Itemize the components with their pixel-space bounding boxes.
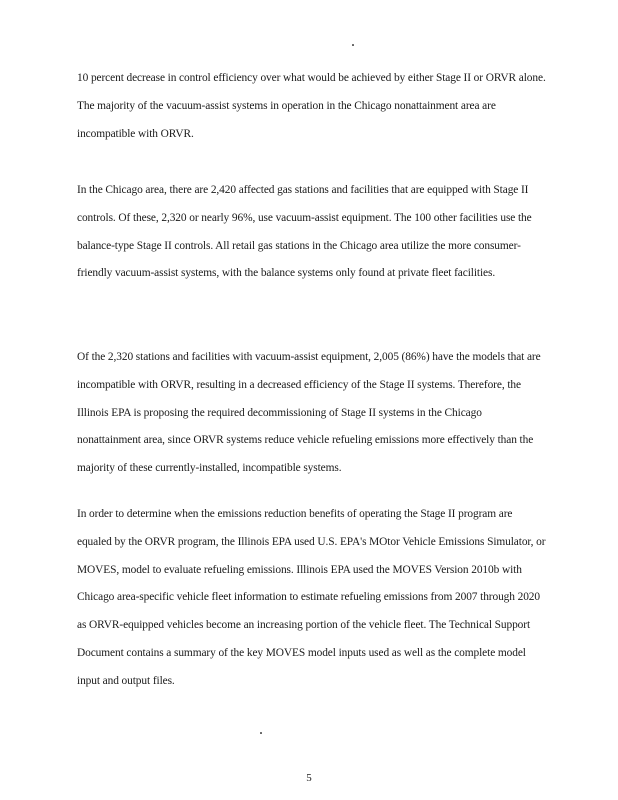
paragraph-chicago-stations: In the Chicago area, there are 2,420 affected gas stations and facilities that are equipped with Stage II controls. Of these, 2,320 or nearly 96%, use vacuum-assist equipment. The 100 other facilities use the balance-type Stage II controls. All retail gas stations in the Chicago area utilize the more consumer-friendly vacuum-assist systems, with the balance systems only found at private fleet facilities. bbox=[77, 184, 532, 280]
paragraph-decommissioning-proposal: Of the 2,320 stations and facilities with vacuum-assist equipment, 2,005 (86%) have the models that are incompatible with ORVR, resulting in a decreased efficiency of the Stage II systems. Therefore, the Illinois EPA is proposing the required decommissioning of Stage II systems in the Chicago nonattainment area, since ORVR systems reduce vehicle refueling emissions more effectively than the majority of these currently-installed, incompatible systems. bbox=[77, 351, 541, 475]
paragraph-orvr-incompatibility: 10 percent decrease in control efficiency over what would be achieved by either Stage II or ORVR alone. The majority of the vacuum-assist systems in operation in the Chicago nonattainment area are incompatible with ORVR. bbox=[77, 72, 546, 140]
scan-speck bbox=[260, 732, 262, 734]
paragraph-moves-model: In order to determine when the emissions reduction benefits of operating the Stage II program are equaled by the ORVR program, the Illinois EPA used U.S. EPA's MOtor Vehicle Emissions Simulator, or MOVES, model to evaluate refueling emissions. Illinois EPA used the MOVES Version 2010b with Chicago area-specific vehicle fleet information to estimate refueling emissions from 2007 through 2020 as ORVR-equipped vehicles become an increasing portion of the vehicle fleet. The Technical Support Document contains a summary of the key MOVES model inputs used as well as the complete model input and output files. bbox=[77, 508, 546, 687]
page-number: 5 bbox=[306, 772, 312, 784]
scan-speck bbox=[352, 44, 354, 46]
